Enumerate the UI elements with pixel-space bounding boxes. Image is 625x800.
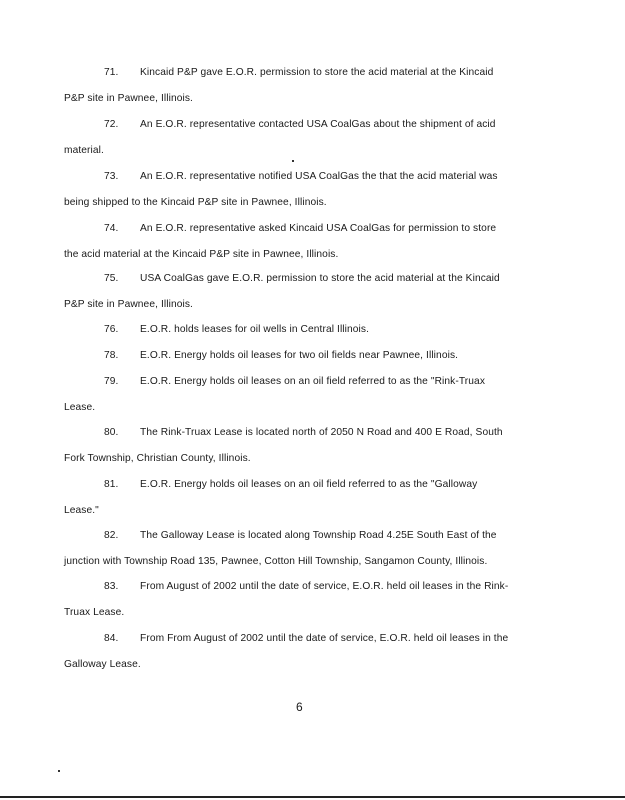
- paragraph-continuation: the acid material at the Kincaid P&P site in Pawnee, Illinois.: [64, 249, 339, 260]
- paragraph-text: E.O.R. Energy holds oil leases for two oil fields near Pawnee, Illinois.: [140, 350, 459, 361]
- paragraph-79: [64, 369, 540, 421]
- paragraph-number: 76.: [104, 324, 119, 335]
- paragraph-text: The Rink-Truax Lease is located north of 2050 N Road and 400 E Road, South: [140, 427, 503, 438]
- paragraph-81: [64, 472, 540, 524]
- scan-edge-line: [0, 796, 625, 798]
- paragraph-continuation: Galloway Lease.: [64, 659, 141, 670]
- paragraph-text: From August of 2002 until the date of service, E.O.R. held oil leases in the Rink-: [140, 581, 509, 592]
- paragraph-number: 82.: [104, 530, 119, 541]
- paragraph-71: [64, 60, 540, 112]
- paragraph-continuation: Lease.": [64, 505, 99, 516]
- paragraph-82: [64, 523, 540, 575]
- paragraph-text: Kincaid P&P gave E.O.R. permission to store the acid material at the Kincaid: [140, 67, 494, 78]
- paragraph-number: 74.: [104, 223, 119, 234]
- paragraph-74: [64, 216, 540, 268]
- paragraph-continuation: junction with Township Road 135, Pawnee, Cotton Hill Township, Sangamon County, Illinois.: [64, 556, 488, 567]
- paragraph-number: 83.: [104, 581, 119, 592]
- paragraph-number: 80.: [104, 427, 119, 438]
- scan-speck: [58, 770, 60, 772]
- paragraph-text: E.O.R. Energy holds oil leases on an oil field referred to as the "Galloway: [140, 479, 478, 490]
- paragraph-continuation: being shipped to the Kincaid P&P site in Pawnee, Illinois.: [64, 197, 327, 208]
- paragraph-number: 78.: [104, 350, 119, 361]
- paragraph-continuation: Truax Lease.: [64, 607, 125, 618]
- paragraph-continuation: Lease.: [64, 402, 96, 413]
- paragraph-text: E.O.R. Energy holds oil leases on an oil field referred to as the "Rink-Truax: [140, 376, 486, 387]
- scan-speck: [292, 160, 294, 162]
- paragraph-75: [64, 266, 540, 318]
- paragraph-number: 73.: [104, 171, 119, 182]
- paragraph-continuation: P&P site in Pawnee, Illinois.: [64, 299, 193, 310]
- paragraph-76: [64, 317, 540, 343]
- paragraph-number: 71.: [104, 67, 119, 78]
- paragraph-continuation: Fork Township, Christian County, Illinois.: [64, 453, 251, 464]
- paragraph-number: 79.: [104, 376, 119, 387]
- paragraph-continuation: P&P site in Pawnee, Illinois.: [64, 93, 193, 104]
- paragraph-73: [64, 164, 540, 216]
- paragraph-text: The Galloway Lease is located along Township Road 4.25E South East of the: [140, 530, 497, 541]
- page-number: 6: [296, 700, 303, 714]
- paragraph-number: 81.: [104, 479, 119, 490]
- paragraph-number: 84.: [104, 633, 119, 644]
- paragraph-text: An E.O.R. representative contacted USA CoalGas about the shipment of acid: [140, 119, 496, 130]
- paragraph-text: An E.O.R. representative asked Kincaid USA CoalGas for permission to store: [140, 223, 497, 234]
- paragraph-text: From From August of 2002 until the date of service, E.O.R. held oil leases in the: [140, 633, 509, 644]
- paragraph-text: An E.O.R. representative notified USA CoalGas the that the acid material was: [140, 171, 498, 182]
- paragraph-text: E.O.R. holds leases for oil wells in Central Illinois.: [140, 324, 370, 335]
- paragraph-84: [64, 626, 540, 678]
- paragraph-80: [64, 420, 540, 472]
- paragraph-72: [64, 112, 540, 164]
- paragraph-83: [64, 574, 540, 626]
- paragraph-number: 72.: [104, 119, 119, 130]
- paragraph-text: USA CoalGas gave E.O.R. permission to store the acid material at the Kincaid: [140, 273, 500, 284]
- paragraph-number: 75.: [104, 273, 119, 284]
- paragraph-78: [64, 343, 540, 369]
- paragraph-continuation: material.: [64, 145, 104, 156]
